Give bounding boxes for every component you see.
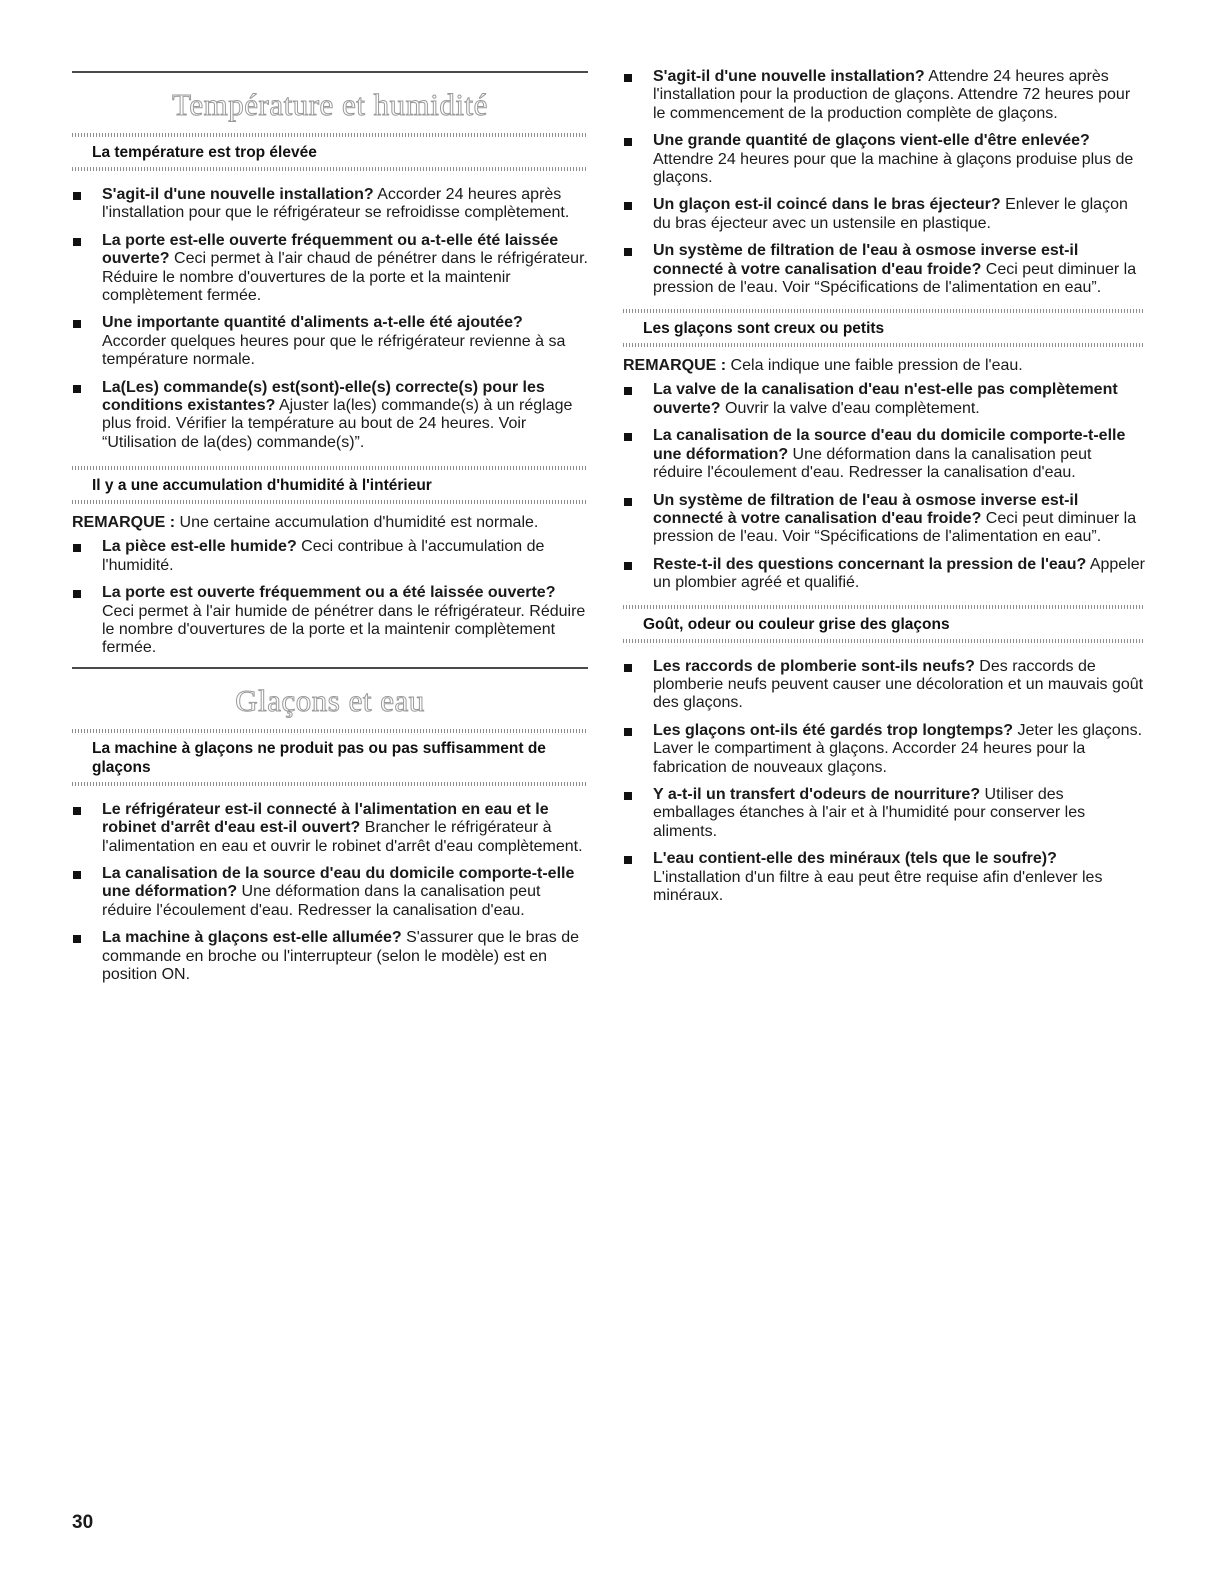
- bullet-icon: [73, 590, 81, 598]
- bullet-icon: [73, 807, 81, 815]
- dotted-divider: [623, 605, 1145, 609]
- list-item: S'agit-il d'une nouvelle installation? Accorder 24 heures après l'installation pour que le réfrigérateur se refroidisse complètement.: [72, 186, 588, 223]
- bullet-icon: [624, 248, 632, 256]
- bullet-icon: [73, 871, 81, 879]
- dotted-divider: [72, 167, 588, 171]
- list-item: Le réfrigérateur est-il connecté à l'alimentation en eau et le robinet d'arrêt d'eau est-il ouvert? Brancher le réfrigérateur à l'alimentation en eau et ouvrir le robinet d'arrêt d'eau complètement.: [72, 801, 588, 856]
- bullet-icon: [624, 728, 632, 736]
- subheading-hollow-cubes: Les glaçons sont creux ou petits: [643, 320, 885, 338]
- list-ice-maker-continued: [623, 68, 1145, 297]
- list-item: Un glaçon est-il coincé dans le bras éjecteur? Enlever le glaçon du bras éjecteur avec un ustensile en plastique.: [623, 196, 1145, 233]
- left-column: [72, 0, 588, 993]
- dotted-divider: [72, 466, 588, 470]
- list-item: La machine à glaçons est-elle allumée? S'assurer que le bras de commande en broche ou l'interrupteur (selon le modèle) est en position ON.: [72, 929, 588, 984]
- list-item: La porte est-elle ouverte fréquemment ou a-t-elle été laissée ouverte? Ceci permet à l'air chaud de pénétrer dans le réfrigérateur. Réduire le nombre d'ouvertures de la porte et la maintenir complètement fermée.: [72, 232, 588, 306]
- bullet-icon: [624, 562, 632, 570]
- list-item: Les glaçons ont-ils été gardés trop longtemps? Jeter les glaçons. Laver le compartiment à glaçons. Accorder 24 heures pour la fabrication de nouveaux glaçons.: [623, 722, 1145, 777]
- list-item: Un système de filtration de l'eau à osmose inverse est-il connecté à votre canalisation d'eau froide? Ceci peut diminuer la pression de l'eau. Voir “Spécifications de l'alimentation en eau”.: [623, 492, 1145, 547]
- dotted-divider: [623, 343, 1145, 347]
- bullet-icon: [624, 856, 632, 864]
- bullet-icon: [624, 387, 632, 395]
- page-number: 30: [72, 1512, 94, 1533]
- list-item: La canalisation de la source d'eau du domicile comporte-t-elle une déformation? Une déformation dans la canalisation peut réduire l'écoulement d'eau. Redresser la canalisation d'eau.: [623, 427, 1145, 482]
- bullet-icon: [73, 935, 81, 943]
- right-column: [623, 0, 1145, 914]
- dotted-divider: [72, 500, 588, 504]
- section-title-ice-water: Glaçons et eau: [235, 682, 425, 718]
- dotted-divider: [72, 729, 588, 733]
- note-humidity: REMARQUE : Une certaine accumulation d'humidité est normale.: [72, 514, 539, 532]
- note-water-pressure: REMARQUE : Cela indique une faible pression de l'eau.: [623, 357, 1023, 375]
- section-title-temperature: Température et humidité: [172, 87, 488, 122]
- list-item: Y a-t-il un transfert d'odeurs de nourriture? Utiliser des emballages étanches à l'air et à l'humidité pour conserver les aliments.: [623, 786, 1145, 841]
- dotted-divider: [623, 309, 1145, 313]
- list-item: Une importante quantité d'aliments a-t-elle été ajoutée? Accorder quelques heures pour que le réfrigérateur revienne à sa température normale.: [72, 314, 588, 369]
- bullet-icon: [73, 385, 81, 393]
- list-item: Une grande quantité de glaçons vient-elle d'être enlevée? Attendre 24 heures pour que la machine à glaçons produise plus de glaçons.: [623, 132, 1145, 187]
- list-ice-maker: [72, 801, 588, 985]
- list-item: Reste-t-il des questions concernant la pression de l'eau? Appeler un plombier agréé et qualifié.: [623, 556, 1145, 593]
- list-item: L'eau contient-elle des minéraux (tels que le soufre)? L'installation d'un filtre à eau peut être requise afin d'enlever les minéraux.: [623, 850, 1145, 905]
- list-item: La porte est ouverte fréquemment ou a été laissée ouverte? Ceci permet à l'air humide de pénétrer dans le réfrigérateur. Réduire le nombre d'ouvertures de la porte et la maintenir complètement fermée.: [72, 584, 588, 658]
- bullet-icon: [624, 433, 632, 441]
- subheading-temp-high: La température est trop élevée: [92, 144, 317, 161]
- list-item: Les raccords de plomberie sont-ils neufs? Des raccords de plomberie neufs peuvent causer une décoloration et un mauvais goût des glaçons.: [623, 658, 1145, 713]
- bullet-icon: [624, 664, 632, 672]
- dotted-divider: [72, 133, 588, 137]
- list-temp-high: [72, 186, 588, 452]
- list-taste-odor: [623, 658, 1145, 906]
- bullet-icon: [73, 238, 81, 246]
- bullet-icon: [624, 74, 632, 82]
- dotted-divider: [623, 639, 1145, 643]
- bullet-icon: [624, 138, 632, 146]
- list-item: S'agit-il d'une nouvelle installation? Attendre 24 heures après l'installation pour la production de glaçons. Attendre 72 heures pour le commencement de la production complète de glaçons.: [623, 68, 1145, 123]
- list-item: La pièce est-elle humide? Ceci contribue à l'accumulation de l'humidité.: [72, 538, 588, 575]
- section-rule: [72, 71, 588, 73]
- list-item: Un système de filtration de l'eau à osmose inverse est-il connecté à votre canalisation d'eau froide? Ceci peut diminuer la pression de l'eau. Voir “Spécifications de l'alimentation en eau”.: [623, 242, 1145, 297]
- subheading-humidity: Il y a une accumulation d'humidité à l'intérieur: [92, 477, 432, 495]
- bullet-icon: [73, 544, 81, 552]
- bullet-icon: [624, 202, 632, 210]
- list-item: La(Les) commande(s) est(sont)-elle(s) correcte(s) pour les conditions existantes? Ajuster la(les) commande(s) à un réglage plus froid. Vérifier la température au bout de 24 heures. Voir “Utilisation de la(des) commande(s)”.: [72, 379, 588, 453]
- bullet-icon: [624, 498, 632, 506]
- bullet-icon: [624, 792, 632, 800]
- list-item: La canalisation de la source d'eau du domicile comporte-t-elle une déformation? Une déformation dans la canalisation peut réduire l'écoulement d'eau. Redresser la canalisation d'eau.: [72, 865, 588, 920]
- subheading-ice-maker: La machine à glaçons ne produit pas ou pas suffisamment de glaçons: [92, 739, 546, 776]
- bullet-icon: [73, 192, 81, 200]
- bullet-icon: [73, 320, 81, 328]
- list-item: La valve de la canalisation d'eau n'est-elle pas complètement ouverte? Ouvrir la valve d'eau complètement.: [623, 381, 1145, 418]
- section-rule: [72, 667, 588, 669]
- dotted-divider: [72, 782, 588, 786]
- list-hollow-cubes: [623, 381, 1145, 592]
- list-humidity: [72, 538, 588, 657]
- subheading-taste-odor: Goût, odeur ou couleur grise des glaçons: [643, 615, 950, 633]
